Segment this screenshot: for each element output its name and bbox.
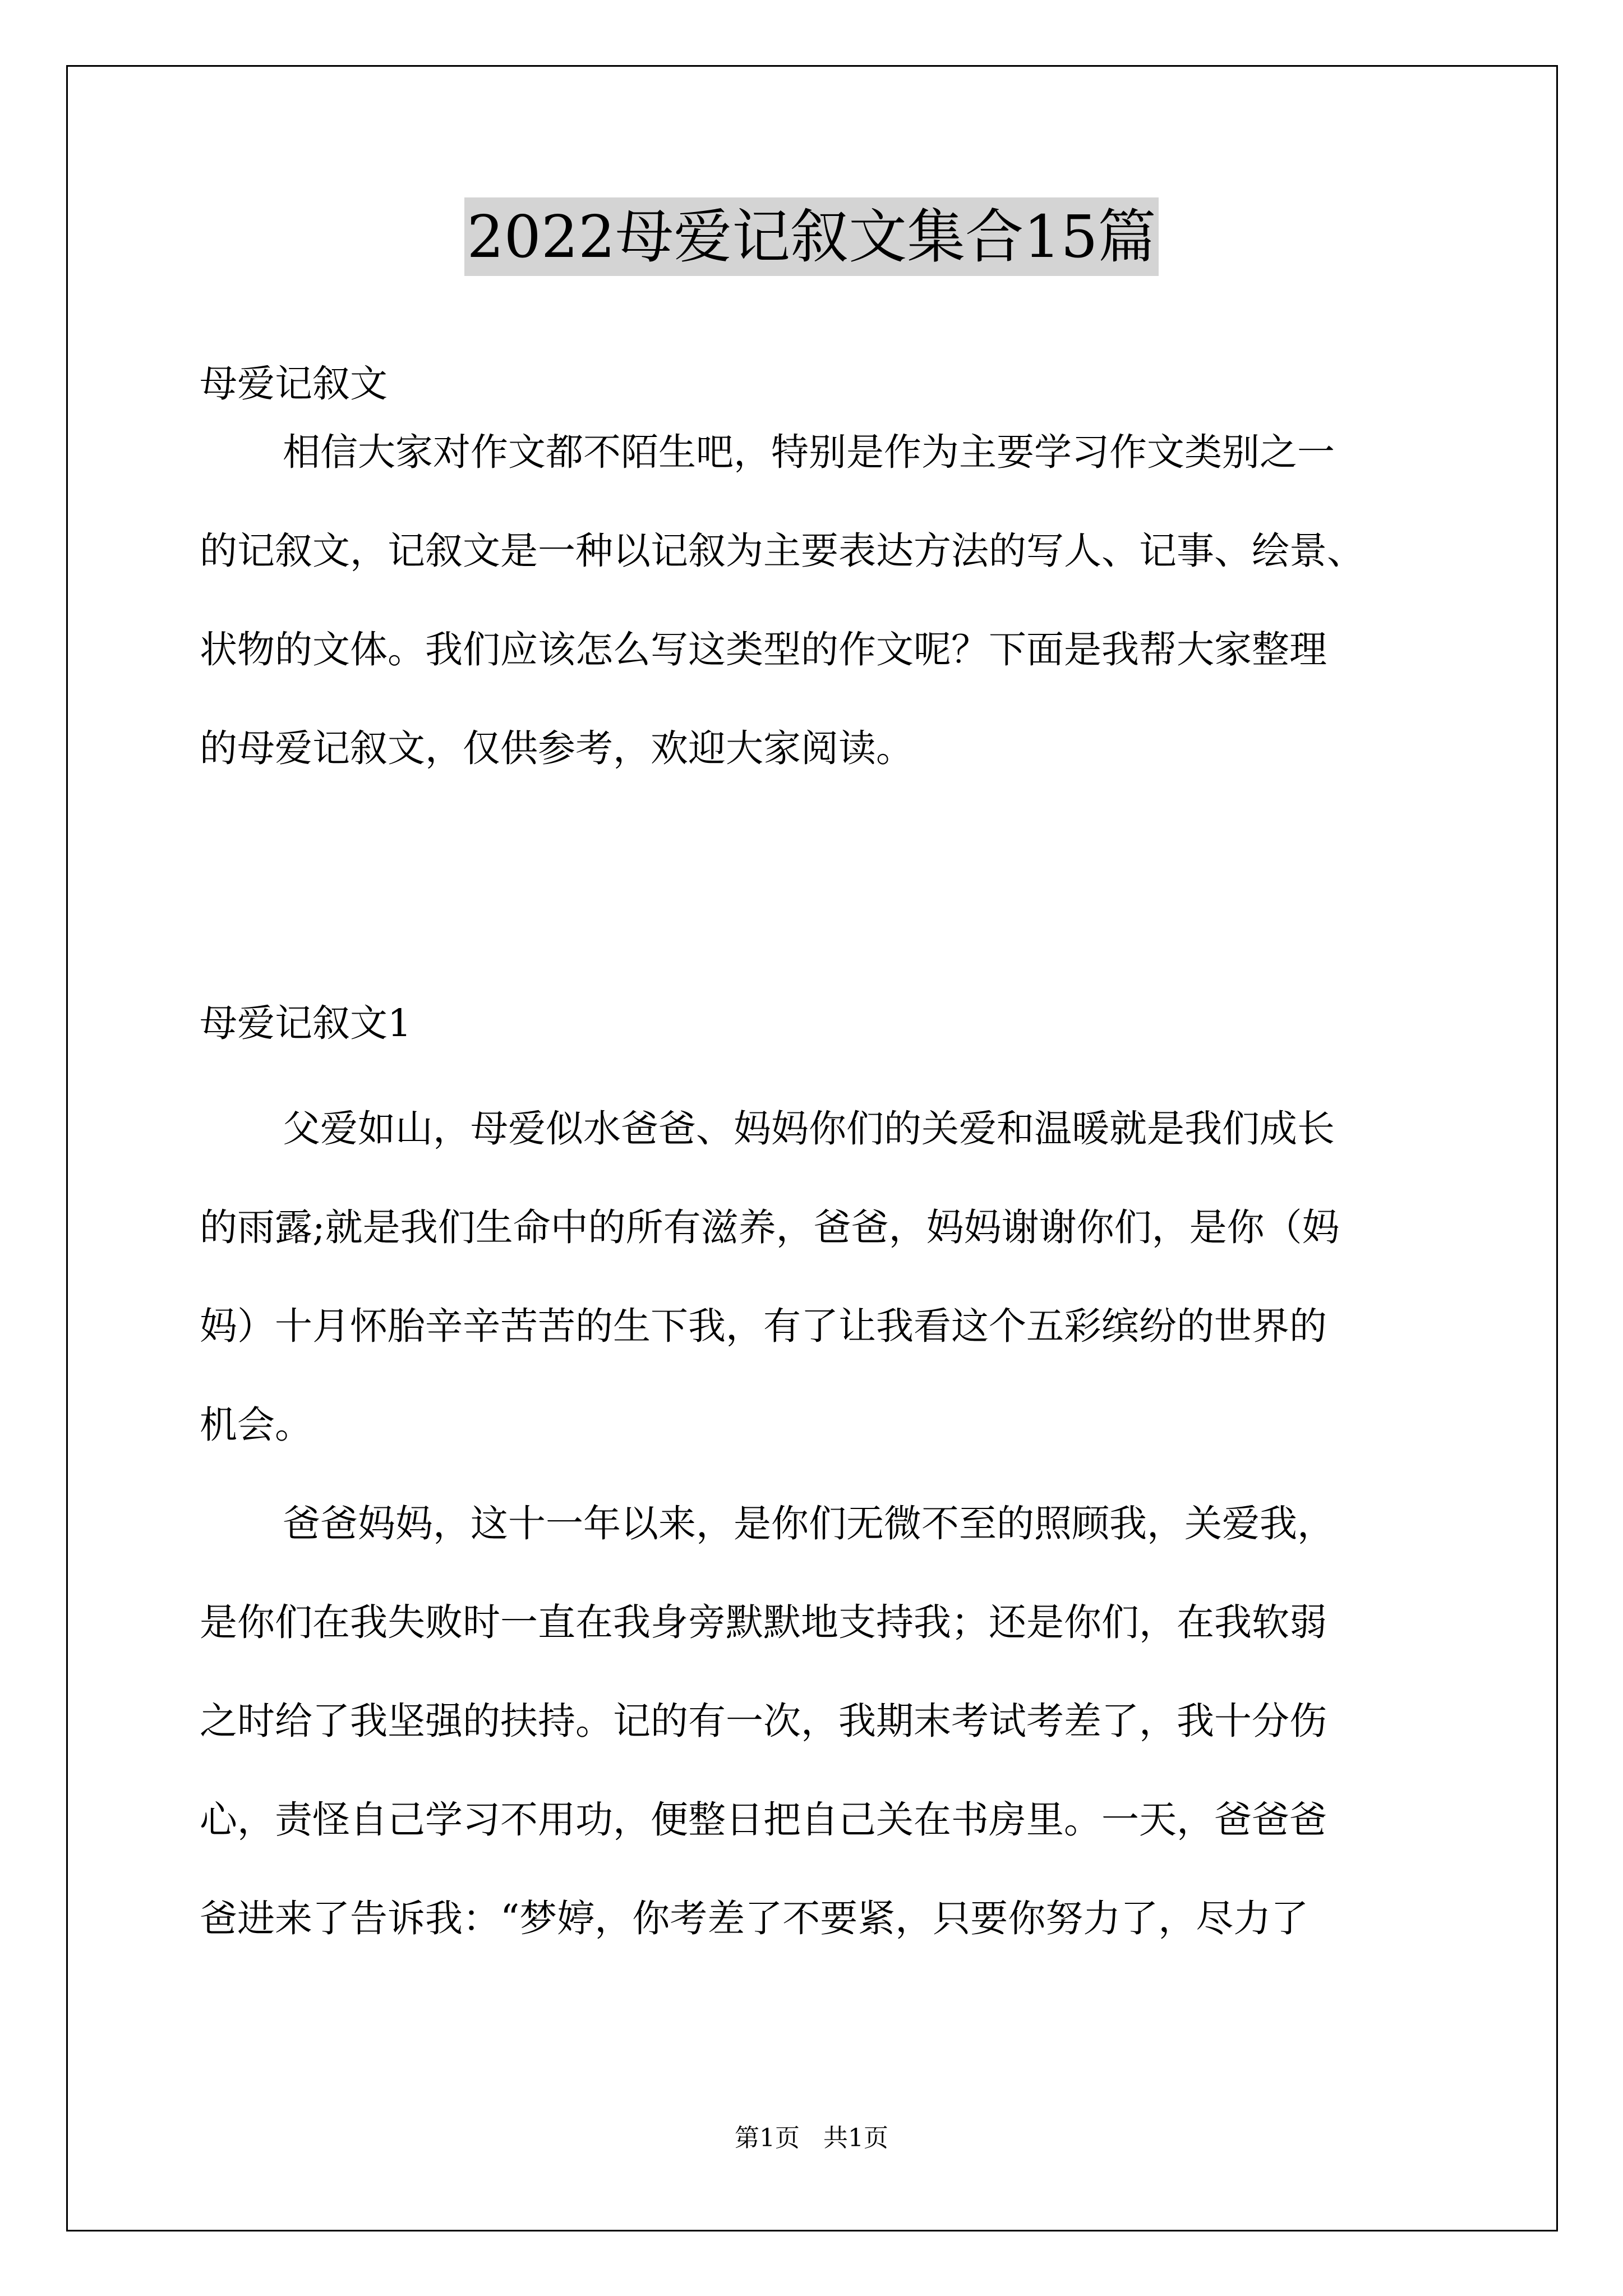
- document-title: 2022母爱记叙文集合15篇: [464, 197, 1158, 276]
- paragraph-line: 的雨露;就是我们生命中的所有滋养，爸爸，妈妈谢谢你们，是你（妈: [200, 1205, 1340, 1249]
- title-container: [0, 197, 1623, 276]
- paragraph-line: 爸进来了告诉我：“梦婷，你考差了不要紧，只要你努力了，尽力了: [200, 1897, 1309, 1940]
- paragraph-line: 之时给了我坚强的扶持。记的有一次，我期末考试考差了，我十分伤: [200, 1699, 1327, 1743]
- paragraph-line: 相信大家对作文都不陌生吧，特别是作为主要学习作文类别之一: [283, 430, 1335, 474]
- paragraph-line: 爸爸妈妈，这十一年以来，是你们无微不至的照顾我，关爱我，: [283, 1502, 1335, 1545]
- paragraph-line: 妈）十月怀胎辛辛苦苦的生下我，有了让我看这个五彩缤纷的世界的: [200, 1304, 1327, 1348]
- paragraph-line: 是你们在我失败时一直在我身旁默默地支持我；还是你们，在我软弱: [200, 1600, 1327, 1644]
- paragraph-line: 的记叙文，记叙文是一种以记叙为主要表达方法的写人、记事、绘景、: [200, 529, 1364, 573]
- page-total: 共1页: [823, 2124, 888, 2152]
- paragraph-2: [200, 1474, 1456, 1968]
- page-number: 第1页: [735, 2124, 800, 2152]
- paragraph-line: 的母爱记叙文，仅供参考，欢迎大家阅读。: [200, 726, 914, 770]
- intro-heading: 母爱记叙文: [200, 362, 388, 406]
- paragraph-1: [200, 1079, 1456, 1474]
- paragraph-line: 父爱如山，母爱似水爸爸、妈妈你们的关爱和温暖就是我们成长: [283, 1107, 1335, 1151]
- paragraph-line: 机会。: [200, 1403, 312, 1447]
- paragraph-line: 心，责怪自己学习不用功，便整日把自己关在书房里。一天，爸爸爸: [200, 1798, 1327, 1842]
- paragraph-line: 状物的文体。我们应该怎么写这类型的作文呢？下面是我帮大家整理: [200, 628, 1327, 671]
- section-heading: 母爱记叙文1: [200, 1001, 412, 1045]
- intro-paragraph: [200, 403, 1456, 798]
- page-footer: [0, 2122, 1623, 2155]
